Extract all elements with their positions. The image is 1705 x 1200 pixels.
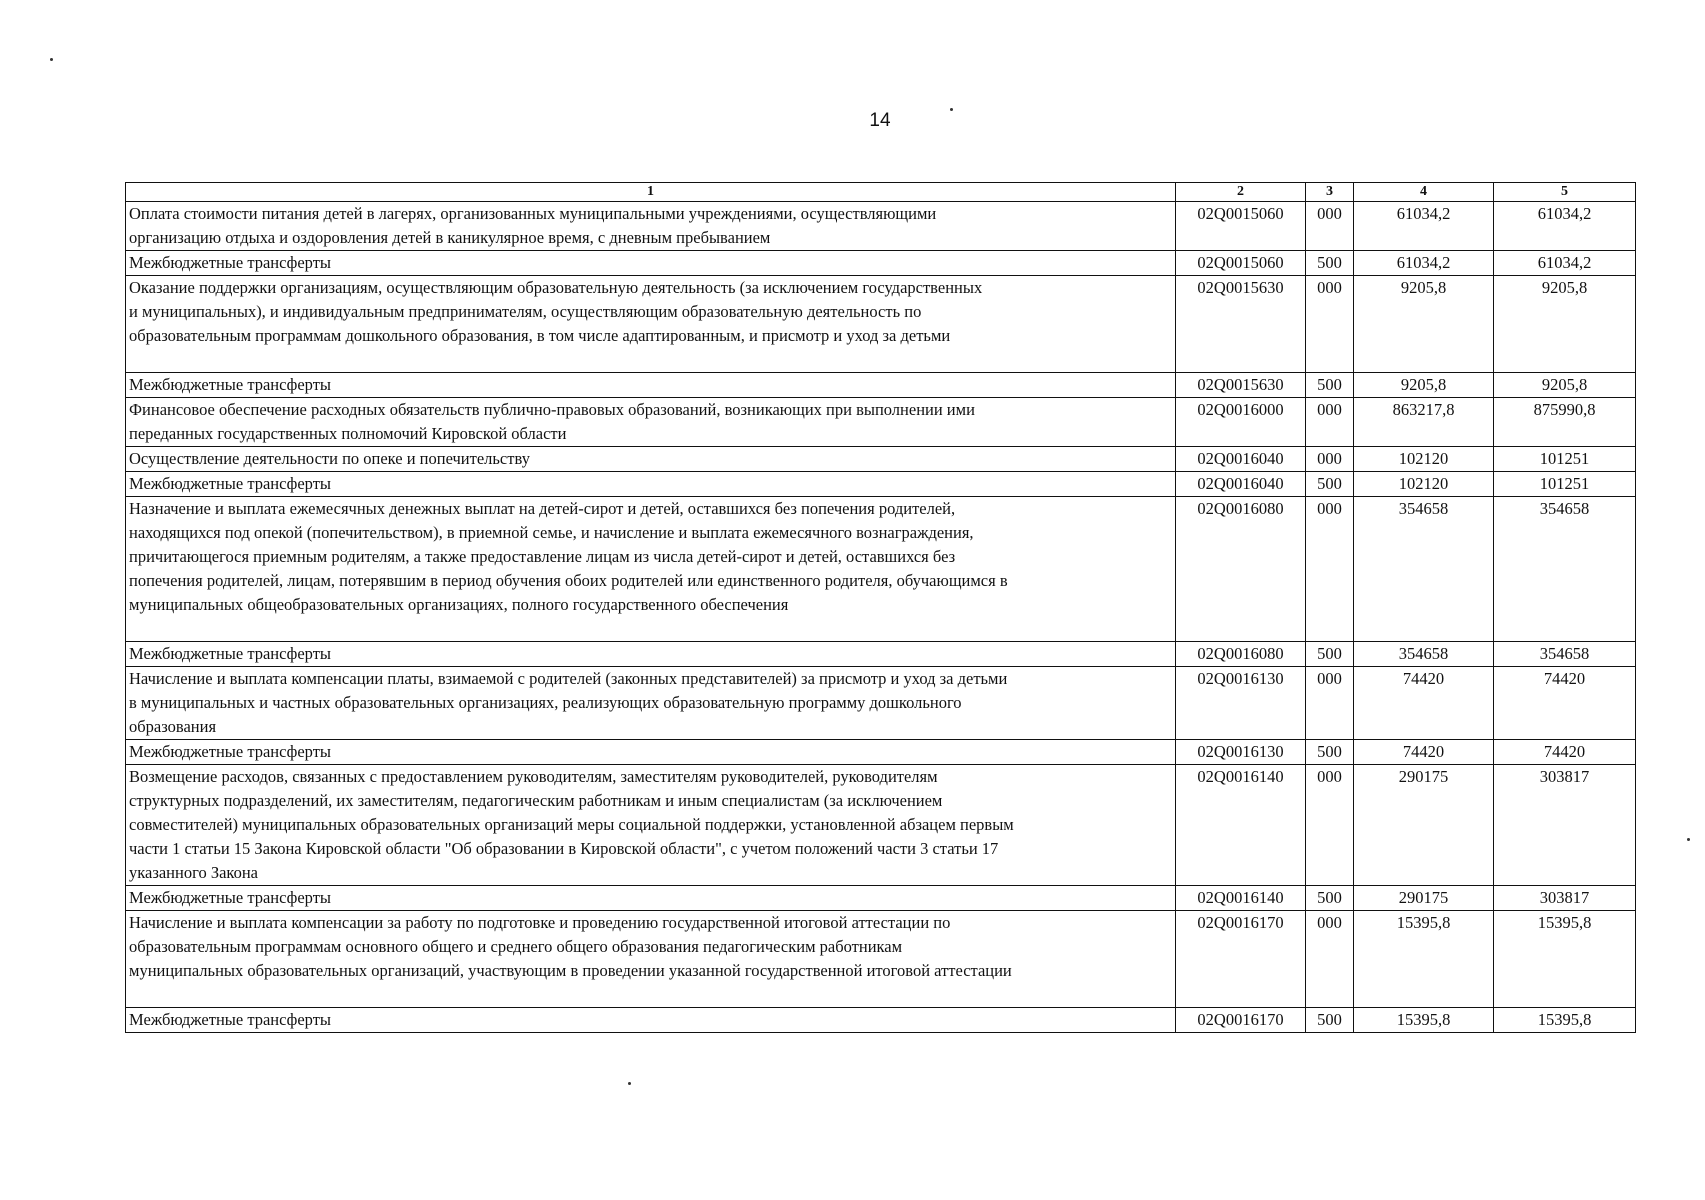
target-article-code: 02Q0016040 xyxy=(1176,472,1306,497)
table-row xyxy=(126,911,1636,1008)
expense-type-code: 000 xyxy=(1306,276,1354,373)
amount-col4: 74420 xyxy=(1354,740,1494,765)
amount-col5: 61034,2 xyxy=(1494,202,1636,251)
amount-col4: 15395,8 xyxy=(1354,1008,1494,1033)
description-line: в муниципальных и частных образовательных организациях, реализующих образовательную программу дошкольного xyxy=(129,693,962,712)
expense-type-code: 000 xyxy=(1306,911,1354,1008)
description-line: попечения родителей, лицам, потерявшим в период обучения обоих родителей или единственного родителя, обучающимся в xyxy=(129,571,1008,590)
description-line xyxy=(129,983,1172,1007)
expense-type-code: 000 xyxy=(1306,398,1354,447)
description-line xyxy=(129,617,1172,641)
row-description xyxy=(126,740,1176,765)
row-description xyxy=(126,667,1176,740)
expense-type-code: 000 xyxy=(1306,765,1354,886)
row-description xyxy=(126,202,1176,251)
description-line: Оплата стоимости питания детей в лагерях, организованных муниципальными учреждениями, осуществляющими xyxy=(129,204,937,223)
expense-type-code: 500 xyxy=(1306,642,1354,667)
description-line: образовательным программам дошкольного образования, в том числе адаптированным, и присмотр и уход за детьми xyxy=(129,326,951,345)
target-article-code: 02Q0015630 xyxy=(1176,373,1306,398)
description-line: и муниципальных), и индивидуальным предпринимателям, осуществляющим образовательную деятельность по xyxy=(129,302,922,321)
target-article-code: 02Q0015630 xyxy=(1176,276,1306,373)
row-description xyxy=(126,886,1176,911)
amount-col5: 15395,8 xyxy=(1494,911,1636,1008)
description-line: Оказание поддержки организациям, осуществляющим образовательную деятельность (за исключением государственных xyxy=(129,278,983,297)
scan-speck xyxy=(1687,838,1690,841)
description-line: структурных подразделений, их заместителям, педагогическим работникам и иным специалистам (за исключением xyxy=(129,791,943,810)
row-description xyxy=(126,276,1176,373)
expense-type-code: 500 xyxy=(1306,373,1354,398)
target-article-code: 02Q0016040 xyxy=(1176,447,1306,472)
amount-col4: 9205,8 xyxy=(1354,276,1494,373)
description-line: организацию отдыха и оздоровления детей в каникулярное время, с дневным пребыванием xyxy=(129,228,771,247)
description-line: Межбюджетные трансферты xyxy=(129,1010,332,1029)
row-description xyxy=(126,251,1176,276)
amount-col5: 303817 xyxy=(1494,886,1636,911)
description-line: Осуществление деятельности по опеке и попечительству xyxy=(129,449,530,468)
amount-col4: 102120 xyxy=(1354,472,1494,497)
target-article-code: 02Q0015060 xyxy=(1176,251,1306,276)
table-row xyxy=(126,447,1636,472)
amount-col4: 61034,2 xyxy=(1354,202,1494,251)
column-header: 1 xyxy=(126,183,1176,202)
amount-col4: 290175 xyxy=(1354,765,1494,886)
table-row xyxy=(126,1008,1636,1033)
column-header: 4 xyxy=(1354,183,1494,202)
expense-type-code: 000 xyxy=(1306,497,1354,642)
row-description xyxy=(126,1008,1176,1033)
table-row xyxy=(126,886,1636,911)
amount-col5: 875990,8 xyxy=(1494,398,1636,447)
expense-type-code: 000 xyxy=(1306,447,1354,472)
target-article-code: 02Q0016080 xyxy=(1176,642,1306,667)
column-header: 3 xyxy=(1306,183,1354,202)
description-line: Начисление и выплата компенсации за работу по подготовке и проведению государственной итоговой аттестации по xyxy=(129,913,951,932)
column-header: 2 xyxy=(1176,183,1306,202)
target-article-code: 02Q0015060 xyxy=(1176,202,1306,251)
target-article-code: 02Q0016140 xyxy=(1176,765,1306,886)
target-article-code: 02Q0016130 xyxy=(1176,667,1306,740)
target-article-code: 02Q0016000 xyxy=(1176,398,1306,447)
table-row xyxy=(126,740,1636,765)
amount-col5: 101251 xyxy=(1494,472,1636,497)
expense-type-code: 500 xyxy=(1306,1008,1354,1033)
amount-col5: 354658 xyxy=(1494,642,1636,667)
amount-col4: 15395,8 xyxy=(1354,911,1494,1008)
description-line: находящихся под опекой (попечительством), в приемной семье, и начисление и выплата ежемесячного вознаграждения, xyxy=(129,523,974,542)
table-row xyxy=(126,276,1636,373)
amount-col5: 354658 xyxy=(1494,497,1636,642)
table-row xyxy=(126,667,1636,740)
table-row xyxy=(126,765,1636,886)
description-line: причитающегося приемным родителям, а также предоставление лицам из числа детей-сирот и детей, оставшихся без xyxy=(129,547,956,566)
page-number: 14 xyxy=(869,110,891,131)
row-description xyxy=(126,472,1176,497)
table-row xyxy=(126,472,1636,497)
amount-col5: 9205,8 xyxy=(1494,276,1636,373)
description-line: Межбюджетные трансферты xyxy=(129,375,332,394)
target-article-code: 02Q0016170 xyxy=(1176,1008,1306,1033)
amount-col4: 9205,8 xyxy=(1354,373,1494,398)
amount-col4: 74420 xyxy=(1354,667,1494,740)
row-description xyxy=(126,642,1176,667)
expense-type-code: 500 xyxy=(1306,886,1354,911)
expense-type-code: 000 xyxy=(1306,667,1354,740)
description-line: части 1 статьи 15 Закона Кировской области "Об образовании в Кировской области", с учетом положений части 3 статьи 17 xyxy=(129,839,999,858)
description-line: Начисление и выплата компенсации платы, взимаемой с родителей (законных представителей) за присмотр и уход за детьми xyxy=(129,669,1008,688)
description-line: Межбюджетные трансферты xyxy=(129,742,332,761)
scan-speck xyxy=(950,108,953,111)
table-body xyxy=(126,202,1636,1033)
row-description xyxy=(126,398,1176,447)
description-line: Финансовое обеспечение расходных обязательств публично-правовых образований, возникающих при выполнении ими xyxy=(129,400,975,419)
amount-col5: 303817 xyxy=(1494,765,1636,886)
description-line xyxy=(129,348,1172,372)
target-article-code: 02Q0016140 xyxy=(1176,886,1306,911)
row-description xyxy=(126,447,1176,472)
column-header: 5 xyxy=(1494,183,1636,202)
description-line: образовательным программам основного общего и среднего общего образования педагогическим работникам xyxy=(129,937,903,956)
table-row xyxy=(126,642,1636,667)
header-row xyxy=(126,183,1636,202)
target-article-code: 02Q0016130 xyxy=(1176,740,1306,765)
expense-type-code: 500 xyxy=(1306,251,1354,276)
description-line: переданных государственных полномочий Кировской области xyxy=(129,424,567,443)
amount-col5: 61034,2 xyxy=(1494,251,1636,276)
amount-col5: 74420 xyxy=(1494,667,1636,740)
expense-type-code: 000 xyxy=(1306,202,1354,251)
table-row xyxy=(126,398,1636,447)
expense-type-code: 500 xyxy=(1306,472,1354,497)
target-article-code: 02Q0016080 xyxy=(1176,497,1306,642)
description-line: Межбюджетные трансферты xyxy=(129,888,332,907)
table-row xyxy=(126,373,1636,398)
amount-col4: 61034,2 xyxy=(1354,251,1494,276)
amount-col4: 354658 xyxy=(1354,642,1494,667)
scan-speck xyxy=(628,1082,631,1085)
row-description xyxy=(126,497,1176,642)
budget-table xyxy=(125,182,1636,1033)
description-line: образования xyxy=(129,717,217,736)
amount-col4: 102120 xyxy=(1354,447,1494,472)
row-description xyxy=(126,765,1176,886)
description-line: муниципальных общеобразовательных организациях, полного государственного обеспечения xyxy=(129,595,789,614)
table-row xyxy=(126,202,1636,251)
table-row xyxy=(126,251,1636,276)
amount-col5: 74420 xyxy=(1494,740,1636,765)
table-row xyxy=(126,497,1636,642)
amount-col5: 101251 xyxy=(1494,447,1636,472)
amount-col5: 15395,8 xyxy=(1494,1008,1636,1033)
amount-col5: 9205,8 xyxy=(1494,373,1636,398)
description-line: муниципальных образовательных организаций, участвующим в проведении указанной государственной итоговой аттестации xyxy=(129,961,1012,980)
amount-col4: 290175 xyxy=(1354,886,1494,911)
description-line: Межбюджетные трансферты xyxy=(129,253,332,272)
description-line: Назначение и выплата ежемесячных денежных выплат на детей-сирот и детей, оставшихся без попечения родителей, xyxy=(129,499,956,518)
description-line: Возмещение расходов, связанных с предоставлением руководителям, заместителям руководителей, руководителям xyxy=(129,767,938,786)
description-line: совместителей) муниципальных образовательных организаций меры социальной поддержки, установленной абзацем первым xyxy=(129,815,1014,834)
description-line: Межбюджетные трансферты xyxy=(129,644,332,663)
expense-type-code: 500 xyxy=(1306,740,1354,765)
description-line: Межбюджетные трансферты xyxy=(129,474,332,493)
amount-col4: 354658 xyxy=(1354,497,1494,642)
amount-col4: 863217,8 xyxy=(1354,398,1494,447)
scan-speck xyxy=(50,58,53,61)
description-line: указанного Закона xyxy=(129,863,258,882)
target-article-code: 02Q0016170 xyxy=(1176,911,1306,1008)
row-description xyxy=(126,911,1176,1008)
row-description xyxy=(126,373,1176,398)
